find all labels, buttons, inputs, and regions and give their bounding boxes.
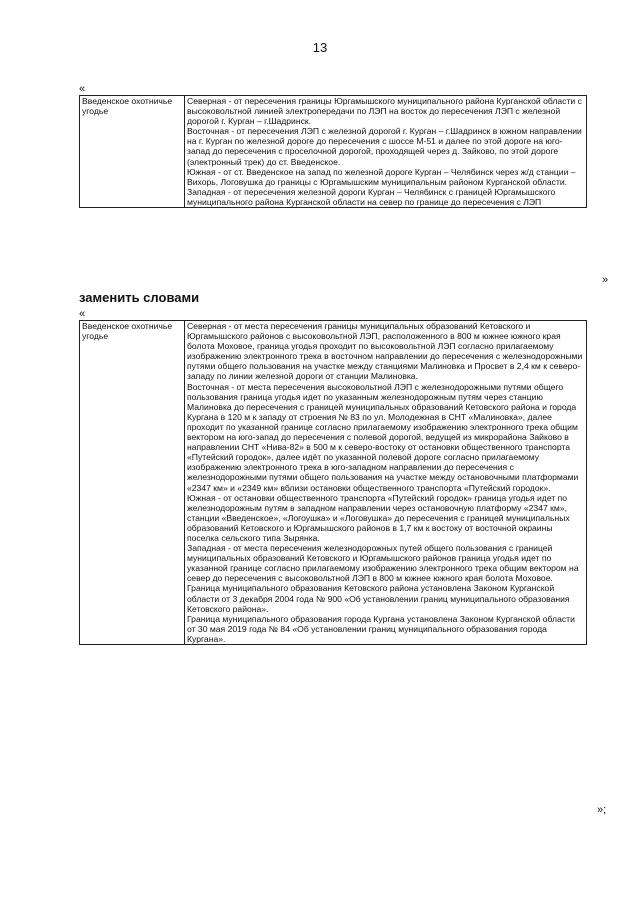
northern-boundary-text: Северная - от места пересечения границы муниципальных образований Кетовского и Юргамышского районов с высоковольтной ЛЭП, расположенного в 800 м южнее южного края болота Моховое, граница угодья проходит по высоковольтной ЛЭП согласно прилагаемому изображению электронного трека в восточном направлении до пересечения с железнодорожными путями общего пользования на участке между станциями Малиновка и Просвет в 2,4 км к северо-западу по линии железной дороги от станции Малиновка. [187, 321, 583, 382]
territory-name-cell: Введенское охотничье угодье [80, 96, 185, 208]
eastern-boundary-text: Восточная - от места пересечения высоковольтной ЛЭП с железнодорожными путями общего пользования граница угодья идет по указанным железнодорожным путям через станцию Малиновка до пересечения с границей муниципальных образований Кетовского района и города Кургана в 120 м к западу от строения № 83 по ул. Молодежная в СНТ «Малиновка», далее проходит по указанной границе согласно прилагаемому изображению электронного трека общим вектором на юго-запад до пересечения с полевой дорогой, ведущей из микрорайона Зайково в направлении СНТ «Нива-82» в 500 м к северо-востоку от остановки общественного транспорта «Путейский городок», далее идёт по указанной полевой дороге согласно прилагаемому изображению электронного трека в юго-западном направлении до пересечения с железнодорожными путями общего пользования на участке между остановочными платформами «2347 км» и «2349 км» вблизи остановки общественного транспорта «Путейский городок». [187, 381, 579, 493]
opening-quote: « [79, 308, 86, 320]
table-row [80, 96, 587, 208]
table-row [80, 321, 587, 645]
southern-boundary-text: Южная - от ст. Введенское на запад по железной дороге Курган – Челябинск через ж/д станции – Вихорь, Логовушка до границы с Юргамышским муниципальным районом Курганской области. [187, 166, 576, 187]
southern-boundary-text: Южная - от остановки общественного транспорта «Путейский городок» граница угодья идет по железнодорожным путям в западном направлении через остановочную платформу «2347 км», станции «Введенское», «Логоушка» и «Логовушка» до пересечения с границей муниципальных образований Кетовского и Юргамышского районов в 1,7 км к востоку от восточной окраины поселка сельского типа Зырянка. [187, 492, 570, 543]
territory-name-cell: Введенское охотничье угодье [80, 321, 185, 645]
kurgan-border-law-text: Граница муниципального образования города Кургана установлена Законом Курганской области от 30 мая 2019 года № 84 «Об установлении границ муниципального образования города Кургана». [187, 613, 575, 644]
replace-heading: заменить словами [79, 290, 200, 305]
western-boundary-text: Западная - от пересечения железной дороги Курган – Челябинск с границей Юргамышского муниципального района Курганской области на север по границе до пересечения с ЛЭП [187, 186, 556, 207]
new-territory-table [79, 320, 587, 645]
opening-quote: « [79, 83, 86, 95]
territory-description-cell [185, 96, 587, 208]
eastern-boundary-text: Восточная - от пересечения ЛЭП с железной дорогой г. Курган – г.Шадринск в южном направлении на г. Курган по железной дороге до пересечения с шоссе М-51 и далее по этой дороге на юго-запад до пересечения с проселочной дорогой, проходящей через д. Зайково, по этой дороге (электронный трек) до ст. Введенское. [187, 126, 582, 167]
closing-quote: » [602, 274, 609, 286]
old-territory-table [79, 95, 587, 208]
northern-boundary-text: Северная - от пересечения границы Юргамышского муниципального района Курганской области с высоковольтной линией электропередачи по ЛЭП на восток до пересечения ЛЭП с железной дорогой г. Курган – г.Шадринск. [187, 96, 582, 127]
ketovo-border-law-text: Граница муниципального образования Кетовского района установлена Законом Курганской области от 3 декабря 2004 года № 900 «Об установлении границ муниципального образования Кетовского района». [187, 583, 570, 614]
western-boundary-text: Западная - от места пересечения железнодорожных путей общего пользования с границей муниципальных образований Кетовского и Юргамышского районов граница угодья идет по указанной границе согласно прилагаемому изображению электронного трека общим вектором на север до пересечения с высоковольтной ЛЭП в 800 м южнее южного края болота Моховое. [187, 543, 579, 584]
territory-description-cell [185, 321, 587, 645]
page-number: 13 [312, 40, 328, 55]
closing-quote: »; [597, 804, 607, 816]
